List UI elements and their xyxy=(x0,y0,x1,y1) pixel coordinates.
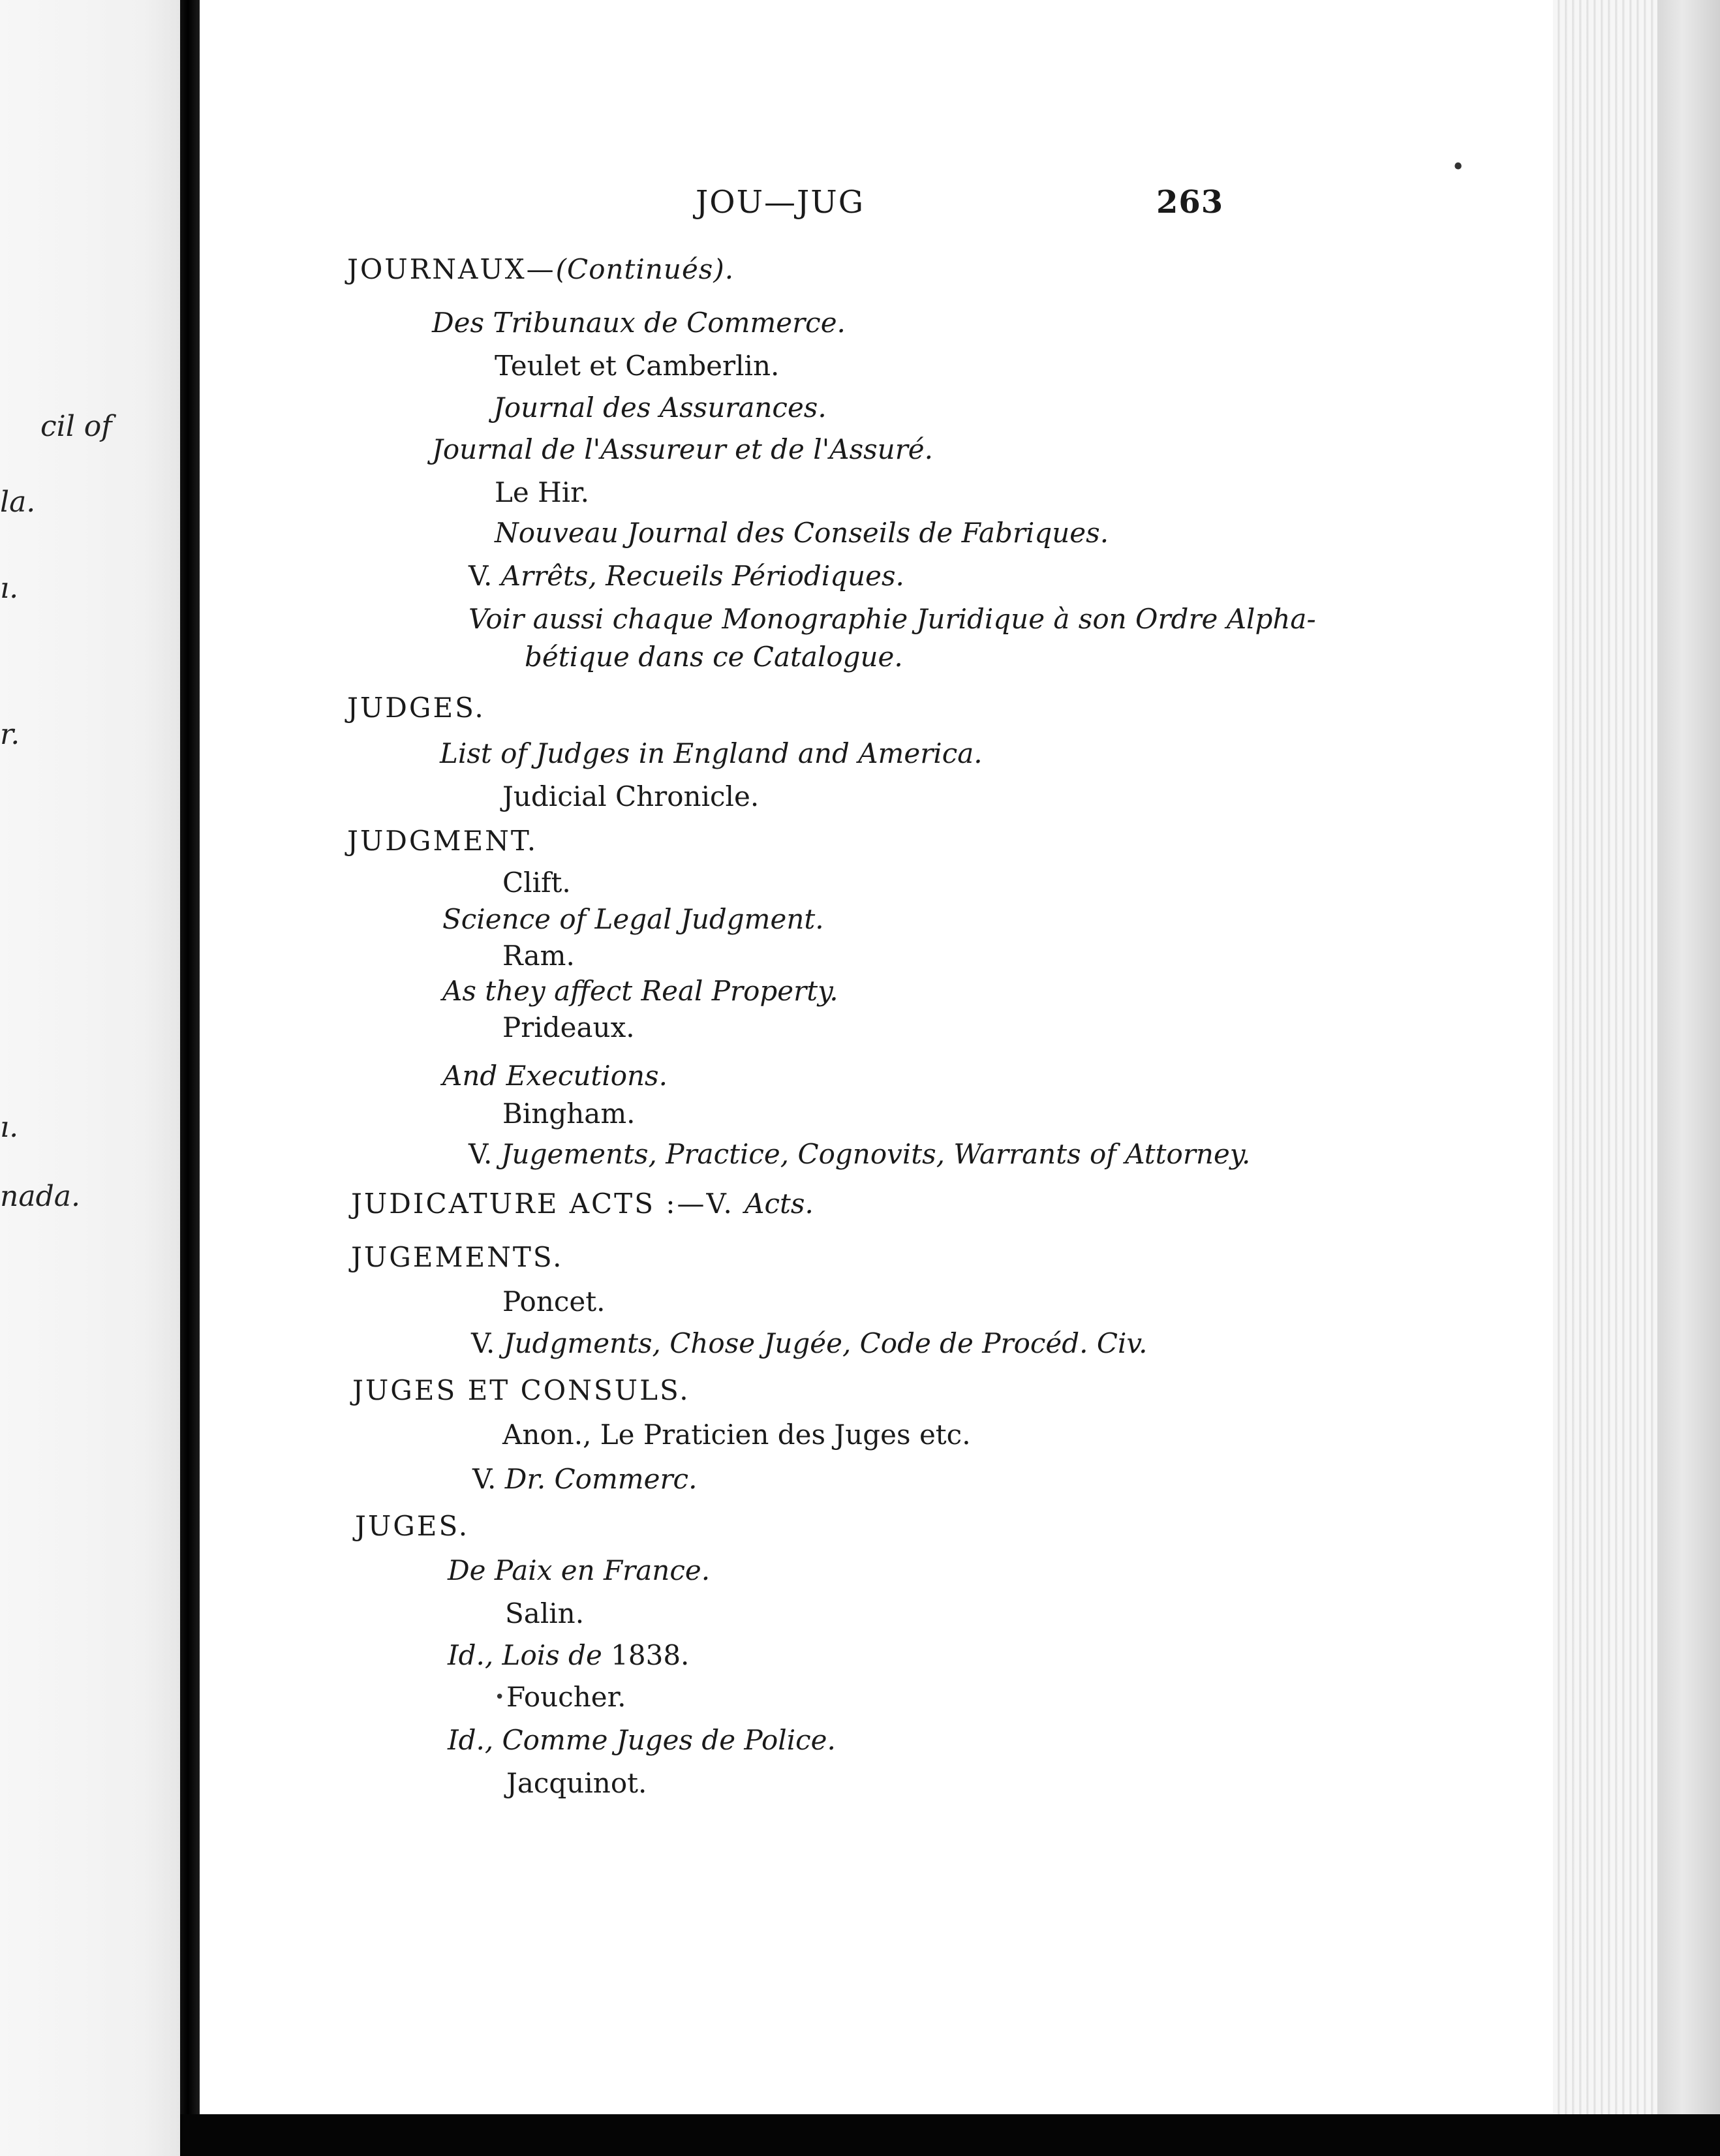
see-also-note: Voir aussi chaque Monographie Juridique à son Ordre Alpha- xyxy=(468,603,1316,635)
subentry-title: List of Judges in England and America. xyxy=(440,737,983,769)
facing-page-fragment: ı. xyxy=(0,1111,19,1144)
author-name: Foucher. xyxy=(506,1681,626,1713)
author-name: Le Hir. xyxy=(495,476,589,508)
facing-page-fragment: la. xyxy=(0,485,36,519)
entry-heading-jugements: JUGEMENTS. xyxy=(351,1241,564,1273)
entry-heading-juges-consuls: JUGES ET CONSULS. xyxy=(352,1374,690,1406)
facing-page-fragment: cil of xyxy=(40,410,112,443)
ink-speck: • xyxy=(495,1687,505,1707)
author-name: Anon., Le Praticien des Juges etc. xyxy=(502,1419,971,1451)
book-page xyxy=(200,0,1553,2114)
entry-heading-journaux: JOURNAUX—(Continués). xyxy=(347,253,735,285)
entry-heading-judicature: JUDICATURE ACTS :—V. Acts. xyxy=(351,1188,814,1220)
running-head: JOU—JUG xyxy=(696,184,865,221)
see-reference: V. Arrêts, Recueils Périodiques. xyxy=(468,560,904,592)
author-name: Prideaux. xyxy=(502,1011,635,1043)
author-name: Jacquinot. xyxy=(506,1767,647,1799)
author-name: Bingham. xyxy=(502,1098,636,1130)
author-name: Clift. xyxy=(502,867,571,899)
page-edges-shadow xyxy=(1657,0,1720,2114)
work-title: Journal des Assurances. xyxy=(493,392,827,424)
book-gutter xyxy=(180,0,200,2156)
subentry-title: De Paix en France. xyxy=(448,1554,711,1586)
page-number: 263 xyxy=(1156,184,1224,221)
author-name: Teulet et Camberlin. xyxy=(495,350,780,382)
entry-heading-judgment: JUDGMENT. xyxy=(347,825,538,857)
subentry-title: Des Tribunaux de Commerce. xyxy=(432,307,846,339)
see-reference: V. Jugements, Practice, Cognovits, Warrants of Attorney. xyxy=(468,1138,1251,1170)
subentry-title: Journal de l'Assureur et de l'Assuré. xyxy=(432,433,934,465)
author-name: Salin. xyxy=(505,1597,585,1629)
author-name: Judicial Chronicle. xyxy=(502,780,760,812)
facing-page-fragment: nada. xyxy=(0,1180,80,1213)
facing-page-fragment: ı. xyxy=(0,572,19,605)
subentry-title: Id., Lois de 1838. xyxy=(448,1639,690,1671)
author-name: Ram. xyxy=(502,940,575,972)
subentry-title: And Executions. xyxy=(442,1060,668,1092)
subentry-title: Science of Legal Judgment. xyxy=(442,903,824,935)
see-also-note-cont: bétique dans ce Catalogue. xyxy=(525,641,903,673)
see-reference: V. Judgments, Chose Jugée, Code de Procéd. Civ. xyxy=(471,1327,1148,1359)
scan-bottom-edge xyxy=(180,2114,1720,2156)
ink-speck: • xyxy=(1451,154,1466,181)
see-reference: V. Dr. Commerc. xyxy=(472,1463,698,1495)
facing-page-fragment: r. xyxy=(0,718,20,751)
entry-heading-judges: JUDGES. xyxy=(347,692,485,724)
work-title: Nouveau Journal des Conseils de Fabriques. xyxy=(495,517,1109,549)
subentry-title: Id., Comme Juges de Police. xyxy=(448,1724,836,1756)
author-name: Poncet. xyxy=(502,1286,606,1317)
subentry-title: As they affect Real Property. xyxy=(442,975,838,1007)
facing-page xyxy=(0,0,180,2156)
entry-heading-juges: JUGES. xyxy=(355,1510,470,1542)
